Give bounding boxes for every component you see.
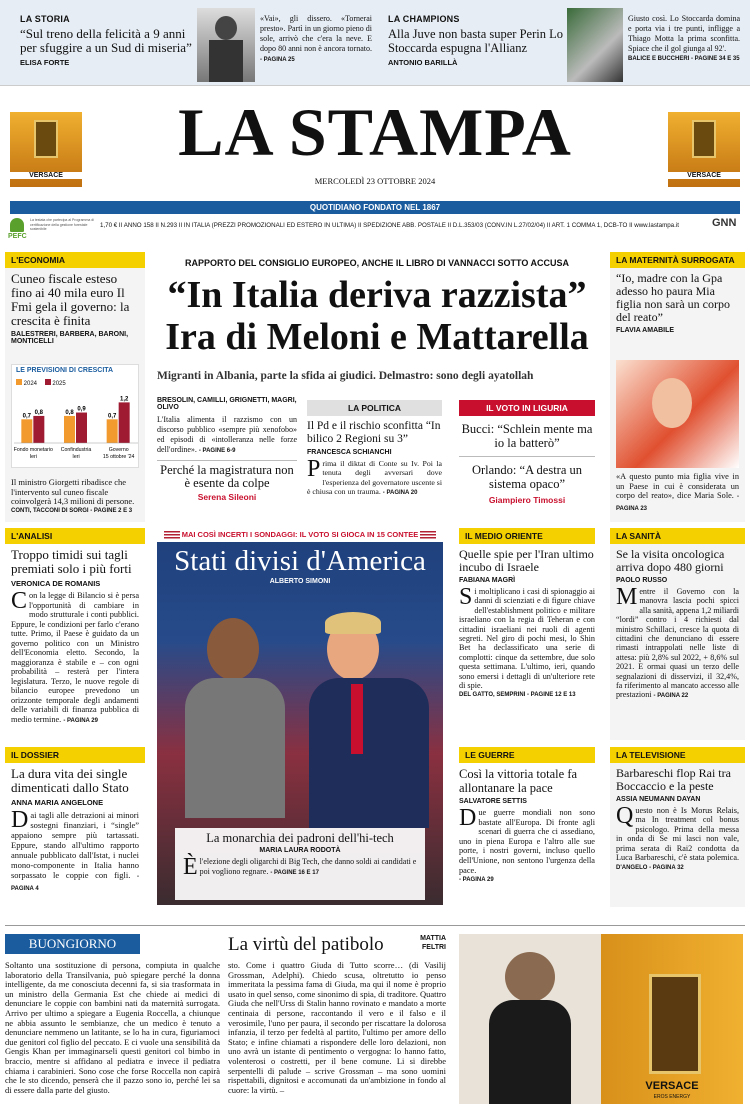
guerre-block[interactable]: [459, 747, 595, 907]
top-right-story[interactable]: [388, 14, 563, 78]
tree-icon: [10, 218, 24, 232]
top-right-text-body: Giusto così. Lo Stoccarda domina e porta via i tre punti, infligge a Thiago Motta la prima sconfitta. Spiace che il gol giunga al 92'.: [628, 14, 740, 53]
bar-label-2024-1: 0,8: [65, 409, 74, 416]
usa-box-ref: - PAGINE 16 E 17: [270, 869, 319, 876]
chart-legend: [16, 379, 66, 387]
medio-block[interactable]: [459, 528, 595, 740]
top-left-text-body: «Vai», gli dissero. «Tornerai presto». Partì in un giorno pieno di sole, arrivò che c'era la neve. E dopo 80 anni non è ancora tornato.: [260, 14, 372, 53]
analisi-block[interactable]: [5, 528, 145, 740]
category-label-0: Ieri: [29, 454, 37, 460]
ad-right[interactable]: [668, 112, 740, 187]
dossier-section: IL DOSSIER: [5, 747, 145, 763]
bar-2024-2: [107, 419, 118, 443]
tv-text: [610, 803, 745, 874]
medio-section: IL MEDIO ORIENTE: [459, 528, 595, 544]
trump-body: [309, 678, 429, 828]
masthead-date: MERCOLEDÌ 23 OTTOBRE 2024: [314, 176, 436, 186]
economia-title: Cuneo fiscale esteso fino ai 40 mila euro Il Fmi gela il governo: la crescita è finita: [11, 271, 130, 328]
maternita-ref: - PAGINA 23: [616, 494, 739, 512]
tv-block[interactable]: [610, 747, 745, 907]
harris-body: [185, 678, 285, 818]
politica-title: Il Pd e il rischio sconfitta “In bilico 2 Regioni su 3”: [307, 420, 441, 445]
politica-text: [307, 456, 442, 498]
guerre-ref: - PAGINA 29: [459, 877, 494, 884]
maternita-author: FLAVIA AMABILE: [616, 327, 675, 334]
patibolo-text: sto. Come i quattro Giuda di Tutto scorre… (di Vasilij Grossman, Adelphi). Chiedo scusa, oltretutto io penso immeritata la pessima fama di Giuda, ma qui il nome è proprio usato in quel senso, come sinonimo di spia, di traditore. Quattro Giuda che nell'Urss di Stalin hanno rovinato e mandato a morte centinaia di persone, raccontando il vero e il falso e il verosimile, l'uno per paura, il secondo per riscattare la dolorosa infanzia, il terzo per fedeltà al partito, l'ultimo per amore dello Stato; e infine chiamati a rispondere delle loro delazioni, non uno avrà un istante di pentimento o vergogna: lo hanno fatto, volenterosi o costretti, per il bene comune. Li si direbbe serpentelli di palude – scrive Grossman – ma sono uomini rispettabili, dignitosi e accomunati da un'ambizione in fondo al cuore: la virtù. –: [228, 961, 446, 1095]
ad-left-brand: VERSACE: [10, 172, 82, 179]
liguria-block[interactable]: [459, 400, 595, 518]
sanita-title: Se la visita oncologica arriva dopo 480 giorni: [616, 547, 725, 574]
ad-right-brand: VERSACE: [668, 172, 740, 179]
top-left-photo: [197, 8, 255, 82]
maternita-photo: [616, 360, 739, 468]
ad-bottom-sub: EROS ENERGY: [653, 1094, 691, 1100]
politica-author: FRANCESCA SCHIANCHI: [307, 449, 392, 456]
pefc-label: PEFC: [8, 233, 27, 240]
bar-2024-1: [64, 416, 75, 443]
analisi-text: [5, 588, 145, 726]
sanita-ref: - PAGINA 22: [653, 693, 689, 700]
economia-section: L'ECONOMIA: [5, 252, 145, 268]
medio-ref: DEL GATTO, SEMPRINI - PAGINE 12 E 13: [459, 692, 576, 699]
top-right-ref: BALICE E BUCCHERI - PAGINE 34 E 35: [628, 56, 740, 62]
analisi-section: L'ANALISI: [5, 528, 145, 544]
legend-swatch-2024: [16, 379, 22, 385]
model-figure: [505, 952, 555, 1002]
lead-authors: BRESOLIN, CAMILLI, GRIGNETTI, MAGRI, OLIVO: [157, 397, 297, 411]
lead-story[interactable]: [157, 397, 297, 517]
sanita-text: [610, 584, 745, 702]
guerre-title: Così la vittoria totale fa allontanare la pace: [459, 767, 578, 795]
guerre-text: Due guerre mondiali non sono bastate all'Europa. Di fronte agli scenari di guerra che ci assediano, uno in piena Europa e l'altro alle sue porte, i nostri governi, incluso quello dell'Unione, non sentono l'urgenza della pace.: [459, 805, 595, 875]
flag-icon: [420, 531, 436, 540]
economia-text-block[interactable]: [5, 478, 145, 520]
sanita-section: LA SANITÀ: [610, 528, 745, 544]
trump-hair: [325, 612, 381, 634]
sanita-author: PAOLO RUSSO: [616, 577, 668, 584]
top-right-text: [628, 14, 740, 80]
top-left-ref: - PAGINA 25: [260, 57, 295, 63]
tv-title: Barbareschi flop Rai tra Boccaccio e la peste: [616, 766, 731, 793]
bar-label-2024-0: 0,7: [22, 413, 32, 420]
bottle-icon: [34, 120, 58, 158]
bar-2025-2: [119, 402, 130, 443]
tv-author: ASSIA NEUMANN DAYAN: [616, 796, 701, 803]
harris-head: [207, 618, 259, 680]
category-label-1: Ieri: [72, 454, 80, 460]
lead-sub2-author: Serena Sileoni: [197, 492, 257, 502]
analisi-author: VERONICA DE ROMANIS: [11, 579, 101, 588]
top-strip: [0, 0, 750, 86]
patibolo-author: MATTIA FELTRI: [420, 935, 446, 951]
maternita-section: LA MATERNITÀ SURROGATA: [610, 252, 745, 268]
sanita-text-body: Mentre il Governo con la manovra lascia pochi spicci alla sanità, appena 1,2 miliardi “lordi” contro i 4 richiesti dal ministro Schillaci, cresce la quota di cittadini che denunciano di essere rimasti intrappolati nelle liste di attesa: più 2,8% sul 2022, + 8,6% sul 2021. E ormai quasi un terzo delle segnalazioni di disservizi, il 32,4%, fa riferimento al mancato accesso alle prestazioni: [616, 584, 739, 700]
lead-sub2-title: Perché la magistratura non è esente da colpe: [160, 463, 294, 490]
category-label-2: 15 ottobre '24: [102, 454, 135, 460]
lead-title-1[interactable]: “In Italia deriva razzista”: [167, 276, 587, 316]
politica-section: LA POLITICA: [307, 400, 442, 416]
politica-block[interactable]: [307, 400, 442, 518]
bottom-divider: [5, 925, 745, 926]
legend-swatch-2025: [45, 379, 51, 385]
usa-box-text-body: Èl'elezione degli oligarchi di Big Tech, che danno soldi ai candidati e poi vogliono regnare.: [183, 854, 417, 881]
lead-text-body: L'Italia alimenta il razzismo con un discorso pubblico «sempre più xenofobo» ed episodi di «intolleranza nelle forze dell'ordine».: [157, 415, 297, 454]
dossier-text: [5, 807, 145, 894]
liguria-section: IL VOTO IN LIGURIA: [459, 400, 595, 416]
liguria-title-2: Orlando: “A destra un sistema opaco”: [471, 463, 583, 491]
bar-label-2025-0: 0,8: [34, 409, 44, 416]
bottle-icon: [649, 974, 701, 1074]
lead-kicker: RAPPORTO DEL CONSIGLIO EUROPEO, ANCHE IL LIBRO DI VANNACCI SOTTO ACCUSA: [184, 258, 570, 268]
tv-ref: D'ANGELO - PAGINA 32: [616, 865, 684, 872]
top-left-title: “Sul treno della felicità a 9 anni per sfuggire a un Sud di miseria”: [20, 26, 192, 55]
usa-box[interactable]: [175, 828, 425, 900]
tv-section: LA TELEVISIONE: [610, 747, 745, 763]
usa-author: ALBERTO SIMONI: [269, 578, 331, 585]
category-label-2: Governo: [108, 447, 129, 453]
chart-title: LE PREVISIONI DI CRESCITA: [16, 367, 114, 374]
lead-text: [157, 415, 297, 456]
dossier-title: La dura vita dei single dimenticati dallo Stato: [11, 766, 129, 795]
economia-authors: BALESTRERI, BARBERA, BARONI, MONTICELLI: [11, 331, 129, 345]
ad-bottom-brand: VERSACE: [645, 1080, 699, 1092]
legend-label-2024: 2024: [23, 381, 38, 387]
info-line: 1,70 € II ANNO 158 II N.293 II IN ITALIA (PREZZI PROMOZIONALI ED ESTERO IN ULTIMA) II SPEDIZIONE ABB. POSTALE II D.L.353/03 (CONV.IN L.27/02/04) II ART. 1 COMMA 1, DCB-TO II www.lastampa.it: [100, 222, 679, 229]
lead-ref: - PAGINE 6-9: [198, 448, 236, 454]
usa-box-title: La monarchia dei padroni dell'hi-tech: [206, 831, 394, 845]
ad-bottom[interactable]: [459, 934, 743, 1104]
bar-2024-0: [21, 419, 32, 443]
dossier-ref: - PAGINA 4: [11, 874, 140, 892]
patibolo-title[interactable]: La virtù del patibolo: [228, 934, 384, 955]
harris-figure: [179, 608, 289, 818]
pefc-text: La testata che partecipa al Programma di certificazione della gestione forestale sostenibile: [30, 218, 95, 231]
bar-label-2025-2: 1,2: [119, 396, 129, 403]
photo-figure: [215, 16, 237, 40]
politica-ref: - PAGINA 20: [382, 489, 418, 496]
analisi-text-body: Con la legge di Bilancio si è persa l'opportunità di cambiare in modo strutturale i conti pubblici. Eppure, le condizioni per farlo c'erano tutte. Primo, il Paese è guidato da un governo politico con un Ministro dell'Economia eletto. Secondo, la maggioranza è stabile e – con ogni probabilità – resterà per l'intera legislatura. Terzo, le nuove regole di bilancio europee prevedono un orizzonte temporale degli andamenti delle variabili di finanza pubblica di medio termine.: [11, 588, 139, 724]
top-right-author: ANTONIO BARILLÀ: [388, 58, 458, 67]
dossier-block[interactable]: [5, 747, 145, 907]
buongiorno-text: Soltanto una sostituzione di persona, compiuta in qualche laboratorio della Transilvania, può spiegare perché la donna intelligente, da me conosciuta decenni fa, si sia trasformata in un ministro della Germania Est che chiede ai medici di denunciare le coppie con bambini nati da maternità surrogata. Arrivo per ultimo a spiegare a Eugenia Roccella, a chiunque ne abbia assunto le sembianze, che un medico è tenuto a denunciare nemmeno un latitante, se lo ha in cura, figuriamoci due genitori col figlio del peccato. E ci vuole una sensibilità da Gengis Khan per immaginarseli questi genitori col bimbo in braccio, mentre si affidano al pediatra e invece il pediatra chiama i carabinieri. Sono cose che forse Roccella non capirà che le sto dicendo, penserà che il pazzo sono io, perché lei sa di essere dalla parte del giusto.: [5, 961, 220, 1095]
ad-left[interactable]: [10, 112, 82, 187]
usa-banner-text: MAI COSÌ INCERTI I SONDAGGI: IL VOTO SI GIOCA IN 15 CONTEE: [181, 530, 419, 539]
medio-title: Quelle spie per l'Iran ultimo incubo di Israele: [459, 547, 594, 574]
divider: [157, 460, 297, 461]
trump-tie: [351, 684, 363, 754]
politica-text-body: Prima il diktat di Conte su Iv. Poi la tenuta degli avversari dove l'esperienza del governatore uscente si è chiusa con un trauma.: [307, 456, 442, 496]
medio-text: Si moltiplicano i casi di spionaggio ai danni di scienziati e di figure chiave dell'establishment politico e militare israeliano con la regia di Teheran e con cittadini israeliani nei ruoli di agenti segreti. Nel giro di pochi mesi, lo Shin Bet ha declassificato una serie di complotti: cinque da settembre, due solo questa settimana. L'ultimo, ieri, quando sono emersi i dettagli di un'ulteriore rete di spie.: [459, 584, 595, 691]
bar-label-2025-1: 0,9: [77, 406, 86, 413]
founded-bar: [10, 201, 740, 214]
maternita-title: “Io, madre con la Gpa adesso ho paura Mia figlia non sarà un corpo del reato”: [616, 271, 730, 324]
guerre-section: LE GUERRE: [459, 747, 595, 763]
founded-text: QUOTIDIANO FONDATO NEL 1867: [309, 203, 441, 212]
usa-feature[interactable]: [157, 528, 443, 905]
pefc-logo: [8, 218, 98, 244]
dossier-text-body: Dai tagli alle detrazioni ai minori sostegni finanziari, i “single” appaiono sempre più tartassati. Eppure, stando all'ultimo rapporto annuale pubblicato dall'Istat, i nuclei mono-componente in Italia hanno sorpassato le coppie con figli.: [11, 807, 139, 880]
gnn-logo: GNN: [712, 217, 737, 229]
bar-2025-1: [76, 413, 87, 443]
liguria-author: Giampiero Timossi: [488, 495, 566, 505]
maternita-text-body: «A questo punto mia figlia vive in un Paese in cui è considerata un corpo del reato», dice Maria Sole.: [616, 472, 739, 500]
liguria-title-1: Bucci: “Schlein mente ma io la batterò”: [461, 422, 593, 450]
maternita-block[interactable]: [610, 252, 745, 522]
lead-title-2[interactable]: Ira di Meloni e Mattarella: [165, 318, 589, 358]
growth-chart: [11, 364, 139, 468]
medio-author: FABIANA MAGRÌ: [459, 577, 516, 584]
growth-chart-svg: [12, 387, 139, 468]
top-left-author: ELISA FORTE: [20, 58, 70, 67]
economia-text: Il ministro Giorgetti ribadisce che l'intervento sul cuneo fiscale coinvolgerà 14,3 milioni di persone.: [11, 478, 135, 506]
sanita-block[interactable]: [610, 528, 745, 740]
category-label-1: Confindustria: [60, 447, 92, 453]
photo-figure-body: [209, 40, 243, 82]
top-right-kicker: LA CHAMPIONS: [388, 14, 460, 24]
tv-text-body: Questo non è Is Morus Relais, ma In treatment col bonus psicologo. Prima della messa in onda di Se mi lasci non vale, prima serata di Rai2 condotta da Luca Barbareschi, c'è stata polemica.: [616, 803, 739, 863]
legend-label-2025: 2025: [52, 381, 66, 387]
top-right-title: Alla Juve non basta super Perin Lo Stoccarda espugna l'Allianz: [388, 27, 563, 55]
lead-sub: Migranti in Albania, parte la sfida ai giudici. Delmastro: sono degli ayatollah: [157, 370, 534, 382]
analisi-title: Troppo timidi sui tagli premiati solo i più forti: [11, 547, 132, 576]
model-body: [489, 1000, 571, 1104]
analisi-ref: - PAGINA 29: [63, 717, 98, 724]
usa-box-text: [183, 854, 417, 881]
bar-label-2024-2: 0,7: [107, 413, 117, 420]
masthead-title[interactable]: LA STAMPA: [178, 94, 572, 170]
top-left-kicker: LA STORIA: [20, 14, 70, 24]
usa-title: Stati divisi d'America: [174, 545, 426, 577]
buongiorno-label: BUONGIORNO: [5, 934, 140, 954]
category-label-0: Fondo monetario: [13, 447, 53, 453]
top-left-text: [260, 14, 372, 80]
top-right-photo: [567, 8, 623, 82]
bottle-icon: [692, 120, 716, 158]
top-left-story[interactable]: [20, 14, 192, 78]
photo-face: [652, 378, 692, 428]
guerre-author: SALVATORE SETTIS: [459, 798, 527, 805]
divider: [459, 456, 595, 457]
usa-box-author: MARIA LAURA RODOTÀ: [259, 847, 341, 855]
dossier-author: ANNA MARIA ANGELONE: [11, 798, 104, 807]
flag-icon: [164, 531, 180, 540]
usa-banner: [157, 528, 443, 542]
economia-ref: CONTI, TACCONI DI SORGI - PAGINE 2 E 3: [11, 507, 133, 514]
bar-2025-0: [33, 416, 44, 443]
maternita-text: [616, 472, 739, 514]
trump-figure: [307, 598, 437, 828]
